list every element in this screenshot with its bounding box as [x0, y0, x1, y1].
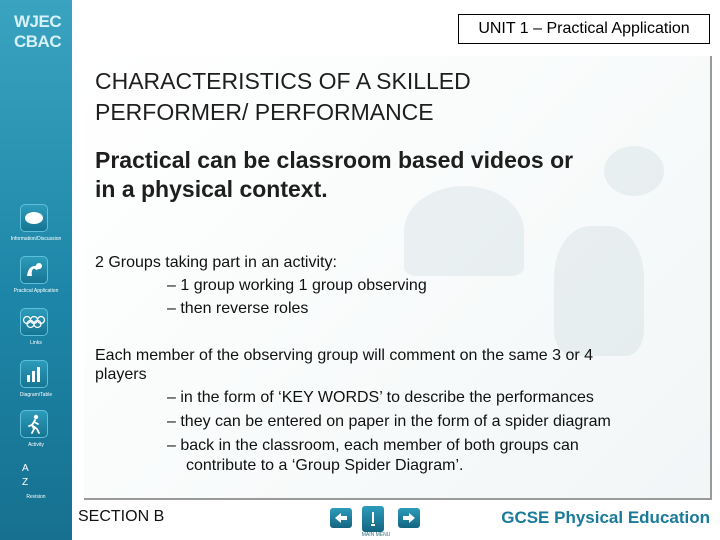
speech-bubble-icon: [20, 204, 48, 232]
sidebar-item-diagram-table[interactable]: [0, 360, 72, 408]
right-arrow-icon: [398, 508, 420, 528]
sidebar-item-revision[interactable]: [0, 462, 72, 510]
sidebar-item-label: Links: [30, 340, 42, 346]
sidebar: [0, 0, 72, 540]
observe-point: – they can be entered on paper in the form of a spider diagram: [167, 413, 611, 430]
sidebar-item-label: Activity: [28, 442, 44, 448]
groups-point: – 1 group working 1 group observing: [167, 277, 427, 294]
main-menu-button[interactable]: [362, 506, 384, 526]
main-menu-label: MAIN MENU: [361, 532, 391, 538]
sidebar-item-activity[interactable]: [0, 410, 72, 458]
observe-line2: players: [95, 366, 147, 383]
sidebar-item-label: Diagram/Table: [19, 392, 53, 398]
page-title-line2: PERFORMER/ PERFORMANCE: [95, 99, 434, 125]
a-z-icon: [20, 462, 48, 490]
groups-point: – then reverse roles: [167, 300, 309, 317]
observe-line1: Each member of the observing group will comment on the same 3 or 4: [95, 347, 594, 364]
sidebar-item-information-discussion[interactable]: [0, 204, 72, 252]
page-subtitle-line1: Practical can be classroom based videos or: [95, 147, 574, 173]
athlete-silhouette: [554, 226, 644, 356]
observe-point: – back in the classroom, each member of both groups can: [167, 437, 579, 454]
wjec-cbac-logo: [8, 8, 62, 54]
observe-point: – in the form of ‘KEY WORDS’ to describe the performances: [167, 389, 594, 406]
logo-line2: CBAC: [14, 32, 62, 51]
a-z-icon-top: A: [22, 463, 29, 474]
bar-chart-icon: [20, 360, 48, 388]
page-subtitle-line2: in a physical context.: [95, 176, 328, 202]
a-z-icon-bottom: Z: [22, 477, 29, 488]
sidebar-item-label: Information/Discussion: [10, 236, 62, 242]
unit-title-box: UNIT 1 – Practical Application: [458, 14, 710, 44]
sidebar-item-label: Practical Application: [13, 288, 59, 294]
page-title-line1: CHARACTERISTICS OF A SKILLED: [95, 68, 471, 94]
course-title: GCSE Physical Education: [501, 508, 710, 527]
section-label: SECTION B: [78, 508, 165, 525]
groups-intro: 2 Groups taking part in an activity:: [95, 254, 337, 271]
observe-point: contribute to a ‘Group Spider Diagram’.: [186, 457, 464, 474]
sidebar-item-practical-application[interactable]: [0, 256, 72, 304]
page-subtitle: [95, 146, 705, 204]
next-button[interactable]: [398, 508, 420, 528]
sidebar-item-label: Revision: [26, 494, 46, 500]
left-arrow-icon: [330, 508, 352, 528]
olympic-rings-icon: [20, 308, 48, 336]
main-menu-icon: [362, 506, 384, 532]
running-person-icon: [20, 410, 48, 438]
observe-paragraph: [95, 346, 695, 384]
sidebar-item-links[interactable]: [0, 308, 72, 356]
flexed-arm-icon: [20, 256, 48, 284]
page-title: [95, 66, 695, 128]
previous-button[interactable]: [330, 508, 352, 528]
logo-line1: WJEC: [14, 12, 62, 31]
